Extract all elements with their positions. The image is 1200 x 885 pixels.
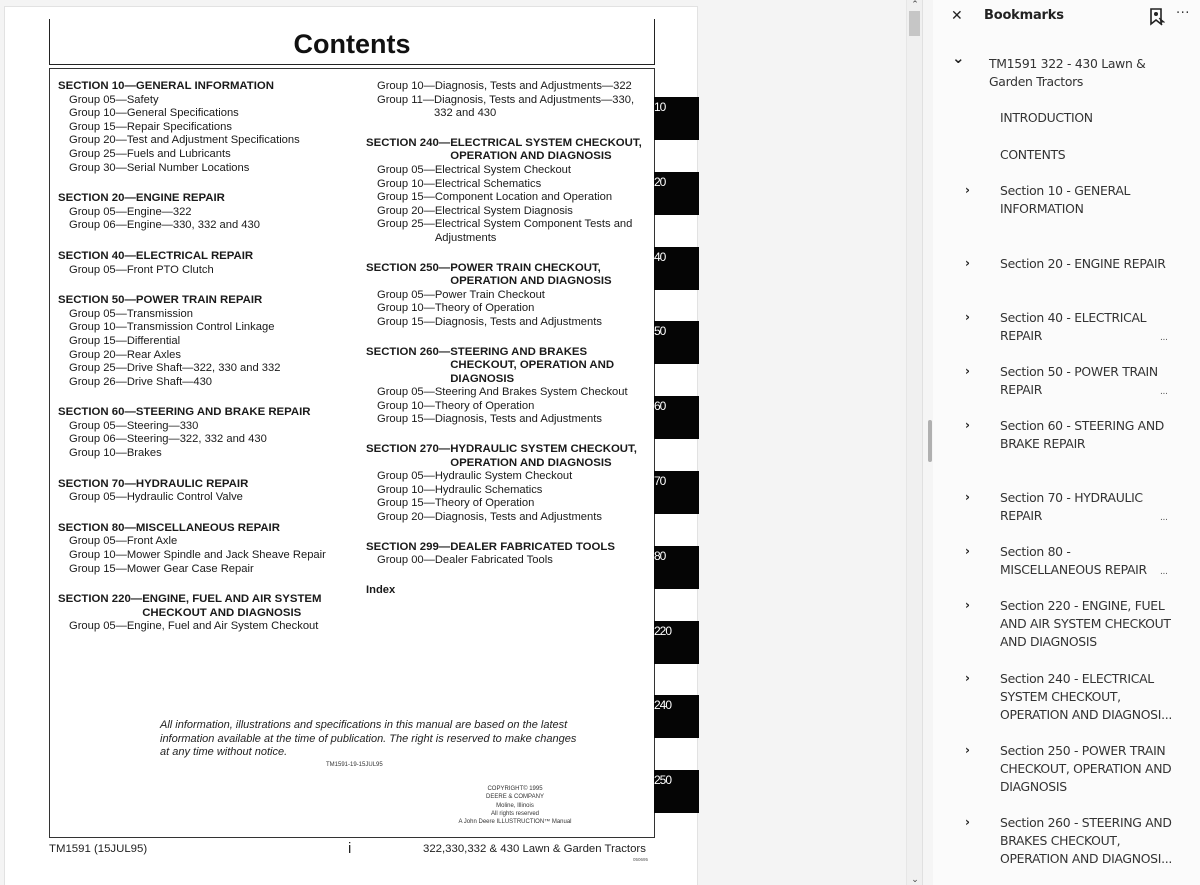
chevron-down-icon[interactable]: ⌄ — [952, 49, 965, 67]
bookmark-more-icon[interactable]: ... — [1160, 513, 1168, 523]
contents-section — [366, 346, 651, 428]
footer-manual-id: TM1591 (15JUL95) — [49, 843, 148, 855]
panel-divider — [922, 0, 923, 885]
group-number: Group 30— — [69, 161, 127, 174]
group-entry[interactable] — [366, 205, 651, 219]
group-name: Diagnosis, Tests and Adjustments — [434, 413, 602, 426]
section-number: SECTION 260— — [366, 345, 451, 358]
group-entry[interactable] — [366, 386, 651, 400]
contents-left-column — [58, 80, 358, 651]
group-entry[interactable] — [58, 376, 358, 390]
bookmarks-panel — [933, 0, 1200, 885]
bookmark-more-icon[interactable]: ... — [1160, 387, 1168, 397]
section-number: SECTION 270— — [366, 443, 451, 456]
group-number: Group 15— — [377, 413, 435, 426]
group-entry[interactable] — [366, 554, 651, 568]
bookmark-label: Section 80 - MISCELLANEOUS REPAIR — [1000, 544, 1147, 577]
group-name: Transmission Control Linkage — [126, 321, 275, 334]
group-name: Steering And Brakes System Checkout — [434, 386, 628, 399]
group-name: Engine—322 — [126, 205, 192, 218]
section-name: ELECTRICAL REPAIR — [135, 249, 254, 262]
group-number: Group 10— — [69, 321, 127, 334]
bookmarks-title: Bookmarks — [984, 8, 1064, 23]
chevron-right-icon[interactable]: › — [965, 743, 970, 757]
contents-section — [58, 80, 358, 175]
group-entry[interactable] — [366, 302, 651, 316]
group-entry[interactable] — [58, 148, 358, 162]
bookmark-label: Section 60 - STEERING AND BRAKE REPAIR — [1000, 418, 1165, 451]
group-name: Dealer Fabricated Tools — [434, 554, 553, 567]
group-number: Group 10— — [377, 483, 435, 496]
section-heading[interactable] — [58, 406, 358, 420]
group-entry[interactable] — [366, 218, 651, 245]
group-number: Group 05— — [377, 470, 435, 483]
pdf-page — [4, 6, 698, 885]
section-name: ENGINE, FUEL AND AIR SYSTEM CHECKOUT AND DIAGNOSIS — [142, 593, 322, 619]
copyright-line: Moline, Illinois — [496, 802, 534, 809]
scrollbar-thumb[interactable] — [909, 11, 920, 36]
group-number: Group 06— — [69, 219, 127, 232]
section-heading[interactable] — [366, 137, 651, 164]
group-name: Electrical Schematics — [434, 177, 542, 190]
group-number: Group 10— — [377, 399, 435, 412]
document-id: TM1591-19-15JUL95 — [326, 762, 383, 768]
section-number: SECTION 50— — [58, 294, 136, 307]
footer-page-number: i — [348, 840, 352, 857]
section-tab: 10 — [654, 97, 699, 140]
document-scrollbar[interactable] — [906, 0, 922, 885]
copyright-block — [430, 785, 600, 826]
section-name: MISCELLANEOUS REPAIR — [135, 521, 280, 534]
group-entry[interactable] — [58, 219, 358, 233]
disclaimer-notice: All information, illustrations and specifications in this manual are based on the latest information available at the time of publication. The right is reserved to make changes at any time without notice. — [160, 719, 577, 759]
group-number: Group 05— — [377, 288, 435, 301]
group-number: Group 10— — [377, 302, 435, 315]
group-name: Electrical System Checkout — [434, 163, 572, 176]
section-thumb-tabs — [654, 7, 699, 885]
section-heading[interactable] — [366, 443, 651, 470]
add-bookmark-icon[interactable] — [1149, 8, 1165, 26]
group-number: Group 15— — [69, 334, 127, 347]
bookmark-label: TM1591 322 - 430 Lawn & Garden Tractors — [989, 56, 1146, 89]
group-name: Mower Spindle and Jack Sheave Repair — [126, 549, 326, 562]
contents-section — [58, 522, 358, 576]
group-name: Repair Specifications — [126, 120, 232, 133]
group-name: Power Train Checkout — [434, 288, 545, 301]
section-tab: 240 — [654, 695, 699, 738]
title-box — [49, 19, 655, 65]
group-entry[interactable] — [366, 80, 651, 94]
copyright-line: DEERE & COMPANY — [486, 794, 544, 801]
chevron-right-icon[interactable]: › — [965, 490, 970, 504]
group-name: General Specifications — [126, 107, 239, 120]
bookmark-label: Section 240 - ELECTRICAL SYSTEM CHECKOUT, OPERATION AND DIAGNOSI... — [1000, 671, 1172, 722]
section-number: SECTION 80— — [58, 521, 136, 534]
group-entry[interactable] — [58, 491, 358, 505]
section-number: SECTION 60— — [58, 406, 136, 419]
section-name: POWER TRAIN REPAIR — [135, 294, 263, 307]
group-number: Group 20— — [69, 134, 127, 147]
group-number: Group 05— — [377, 386, 435, 399]
group-name: Rear Axles — [126, 348, 181, 361]
group-entry[interactable] — [58, 535, 358, 549]
section-name: HYDRAULIC SYSTEM CHECKOUT, OPERATION AND DIAGNOSIS — [450, 443, 637, 469]
group-entry[interactable] — [366, 289, 651, 303]
section-heading[interactable] — [366, 262, 651, 289]
chevron-right-icon[interactable]: › — [965, 256, 970, 270]
section-tab: 20 — [654, 172, 699, 215]
section-number: SECTION 240— — [366, 136, 451, 149]
group-entry[interactable] — [58, 349, 358, 363]
group-entry[interactable] — [58, 107, 358, 121]
group-entry[interactable] — [366, 484, 651, 498]
group-entry[interactable] — [58, 321, 358, 335]
group-number: Group 10— — [69, 447, 127, 460]
group-entry[interactable] — [366, 497, 651, 511]
group-number: Group 10— — [69, 549, 127, 562]
group-entry[interactable] — [366, 470, 651, 484]
group-name: Theory of Operation — [434, 497, 535, 510]
group-number: Group 05— — [69, 205, 127, 218]
bookmark-more-icon[interactable]: ... — [1160, 333, 1168, 343]
chevron-right-icon[interactable]: › — [965, 815, 970, 829]
group-number: Group 20— — [69, 348, 127, 361]
group-number: Group 15— — [377, 315, 435, 328]
section-heading[interactable] — [58, 478, 358, 492]
group-entry[interactable] — [58, 433, 358, 447]
group-name: Transmission — [126, 307, 193, 320]
group-entry[interactable] — [58, 121, 358, 135]
group-name: Engine, Fuel and Air System Checkout — [126, 620, 319, 633]
bookmark-label: Section 250 - POWER TRAIN CHECKOUT, OPERATION AND DIAGNOSIS — [1000, 743, 1172, 794]
group-name: Brakes — [126, 447, 162, 460]
group-number: Group 10— — [69, 107, 127, 120]
group-entry[interactable] — [58, 94, 358, 108]
group-entry[interactable] — [366, 511, 651, 525]
group-number: Group 05— — [377, 163, 435, 176]
contents-section — [366, 541, 651, 568]
group-number: Group 15— — [69, 120, 127, 133]
bookmark-more-icon[interactable]: ... — [1160, 567, 1168, 577]
section-heading[interactable] — [58, 192, 358, 206]
group-name: Electrical System Diagnosis — [434, 204, 573, 217]
bookmark-label: Section 260 - STEERING AND BRAKES CHECKOUT, OPERATION AND DIAGNOSI... — [1000, 815, 1172, 866]
group-name: Front PTO Clutch — [126, 263, 214, 276]
panel-resize-handle[interactable] — [928, 420, 932, 462]
group-name: Diagnosis, Tests and Adjustments—330, 332 and 430 — [434, 93, 635, 120]
bookmark-label: CONTENTS — [1000, 147, 1066, 162]
bookmark-label: Section 40 - ELECTRICAL REPAIR — [1000, 310, 1147, 343]
group-entry[interactable] — [58, 362, 358, 376]
page-title: Contents — [293, 29, 411, 59]
group-entry[interactable] — [58, 549, 358, 563]
group-name: Safety — [126, 93, 159, 106]
bookmark-label: Section 50 - POWER TRAIN REPAIR — [1000, 364, 1158, 397]
group-name: Hydraulic System Checkout — [434, 470, 573, 483]
section-name: DEALER FABRICATED TOOLS — [450, 540, 615, 553]
group-number: Group 15— — [377, 191, 435, 204]
contents-section — [366, 443, 651, 525]
section-name: HYDRAULIC REPAIR — [135, 477, 249, 490]
bookmark-label: Section 10 - GENERAL INFORMATION — [1000, 183, 1131, 216]
section-tab: 250 — [654, 770, 699, 813]
group-number: Group 05— — [69, 535, 127, 548]
group-name: Diagnosis, Tests and Adjustments—322 — [434, 80, 632, 92]
chevron-right-icon[interactable]: › — [965, 598, 970, 612]
contents-box — [49, 68, 655, 838]
bookmarks-header — [933, 0, 1200, 34]
section-heading[interactable] — [58, 250, 358, 264]
more-options-icon[interactable]: ··· — [1176, 6, 1190, 21]
group-entry[interactable] — [58, 264, 358, 278]
chevron-right-icon[interactable]: › — [965, 418, 970, 432]
section-number: SECTION 299— — [366, 540, 451, 553]
group-name: Diagnosis, Tests and Adjustments — [434, 511, 602, 524]
group-name: Theory of Operation — [434, 302, 535, 315]
group-entry[interactable] — [58, 563, 358, 577]
group-number: Group 25— — [69, 362, 127, 375]
group-name: Mower Gear Case Repair — [126, 562, 254, 575]
section-number: SECTION 70— — [58, 477, 136, 490]
group-name: Steering—330 — [126, 419, 199, 432]
group-entry[interactable] — [366, 413, 651, 427]
section-heading[interactable] — [366, 541, 651, 555]
group-name: Component Location and Operation — [434, 191, 613, 204]
section-name: GENERAL INFORMATION — [135, 80, 275, 92]
group-number: Group 05— — [69, 263, 127, 276]
group-number: Group 05— — [69, 419, 127, 432]
group-name: Front Axle — [126, 535, 178, 548]
section-tab: 70 — [654, 471, 699, 514]
copyright-line: A John Deere ILLUSTRUCTION™ Manual — [458, 819, 572, 826]
section-heading[interactable] — [58, 80, 358, 94]
group-entry[interactable] — [58, 335, 358, 349]
copyright-line: All rights reserved — [490, 810, 540, 817]
group-entry[interactable] — [58, 162, 358, 176]
group-name: Differential — [126, 334, 181, 347]
group-entry[interactable] — [366, 94, 651, 121]
footer-code: 050695 — [633, 857, 649, 862]
group-entry[interactable] — [366, 191, 651, 205]
section-tab: 40 — [654, 247, 699, 290]
group-number: Group 11— — [377, 93, 435, 106]
group-entry[interactable] — [58, 134, 358, 148]
group-entry[interactable] — [58, 620, 358, 634]
section-heading[interactable] — [58, 522, 358, 536]
contents-section — [58, 250, 358, 277]
section-number: SECTION 10— — [58, 80, 136, 92]
chevron-right-icon[interactable]: › — [965, 544, 970, 558]
scroll-down-arrow-icon[interactable]: ⌄ — [911, 874, 919, 884]
contents-section — [58, 406, 358, 460]
section-name: STEERING AND BRAKE REPAIR — [135, 406, 311, 419]
contents-section — [366, 262, 651, 330]
group-number: Group 25— — [377, 218, 435, 231]
section-number: SECTION 220— — [58, 593, 143, 606]
group-name: Drive Shaft—430 — [126, 375, 213, 388]
group-entry[interactable] — [366, 164, 651, 178]
section-heading[interactable] — [58, 294, 358, 308]
section-tab: 80 — [654, 546, 699, 589]
section-tab: 60 — [654, 396, 699, 439]
group-number: Group 15— — [377, 497, 435, 510]
group-number: Group 05— — [69, 491, 127, 504]
group-entry[interactable] — [58, 206, 358, 220]
group-entry[interactable] — [58, 308, 358, 322]
bookmark-label: Section 220 - ENGINE, FUEL AND AIR SYSTEM CHECKOUT AND DIAGNOSIS — [1000, 598, 1171, 649]
group-name: Hydraulic Schematics — [434, 483, 543, 496]
group-number: Group 05— — [69, 93, 127, 106]
contents-section — [366, 137, 651, 246]
contents-section — [58, 294, 358, 389]
contents-section — [58, 593, 358, 634]
group-name: Drive Shaft—322, 330 and 332 — [126, 362, 281, 375]
group-entry[interactable] — [366, 178, 651, 192]
group-number: Group 15— — [69, 562, 127, 575]
contents-section — [58, 478, 358, 505]
section-heading[interactable] — [58, 593, 358, 620]
close-icon[interactable]: ✕ — [951, 8, 963, 24]
group-name: Serial Number Locations — [126, 161, 250, 174]
section-tab: 50 — [654, 321, 699, 364]
group-number: Group 26— — [69, 375, 127, 388]
section-number: SECTION 250— — [366, 261, 451, 274]
group-number: Group 20— — [377, 511, 435, 524]
section-heading[interactable] — [366, 346, 651, 387]
group-entry[interactable] — [366, 400, 651, 414]
section-number: SECTION 20— — [58, 192, 136, 205]
index-link[interactable]: Index — [366, 583, 396, 596]
contents-section — [366, 80, 651, 121]
bookmark-label: Section 70 - HYDRAULIC REPAIR — [1000, 490, 1143, 523]
group-entry[interactable] — [58, 420, 358, 434]
section-name: ENGINE REPAIR — [135, 192, 225, 205]
group-number: Group 00— — [377, 554, 435, 567]
copyright-line: COPYRIGHT© 1995 — [487, 786, 543, 792]
group-name: Steering—322, 332 and 430 — [126, 433, 267, 446]
section-name: STEERING AND BRAKES CHECKOUT, OPERATION AND DIAGNOSIS — [450, 345, 615, 385]
chevron-right-icon[interactable]: › — [965, 671, 970, 685]
group-number: Group 06— — [69, 433, 127, 446]
group-name: Engine—330, 332 and 430 — [126, 219, 260, 232]
group-number: Group 20— — [377, 204, 435, 217]
footer-manual-title: 322,330,332 & 430 Lawn & Garden Tractors — [423, 843, 646, 855]
group-entry[interactable] — [58, 447, 358, 461]
section-name: POWER TRAIN CHECKOUT, OPERATION AND DIAGNOSIS — [450, 261, 612, 288]
group-number: Group 10— — [377, 177, 435, 190]
chevron-right-icon[interactable]: › — [965, 364, 970, 378]
chevron-right-icon[interactable]: › — [965, 183, 970, 197]
scroll-up-arrow-icon[interactable]: ⌃ — [911, 0, 919, 9]
group-name: Test and Adjustment Specifications — [126, 134, 300, 147]
group-name: Theory of Operation — [434, 399, 535, 412]
bookmark-label: Section 20 - ENGINE REPAIR — [1000, 256, 1166, 271]
group-number: Group 10— — [377, 80, 435, 92]
group-name: Hydraulic Control Valve — [126, 491, 243, 504]
group-name: Electrical System Component Tests and Adjustments — [434, 218, 633, 244]
group-name: Diagnosis, Tests and Adjustments — [434, 315, 602, 328]
group-number: Group 05— — [69, 620, 127, 633]
group-number: Group 05— — [69, 307, 127, 320]
group-number: Group 25— — [69, 147, 127, 160]
chevron-right-icon[interactable]: › — [965, 310, 970, 324]
group-name: Fuels and Lubricants — [126, 147, 231, 160]
group-entry[interactable] — [366, 316, 651, 330]
section-tab: 220 — [654, 621, 699, 664]
contents-right-column — [366, 80, 651, 597]
contents-section — [58, 192, 358, 233]
section-number: SECTION 40— — [58, 249, 136, 262]
bookmark-label: INTRODUCTION — [1000, 110, 1093, 125]
section-name: ELECTRICAL SYSTEM CHECKOUT, OPERATION AND DIAGNOSIS — [450, 136, 642, 163]
